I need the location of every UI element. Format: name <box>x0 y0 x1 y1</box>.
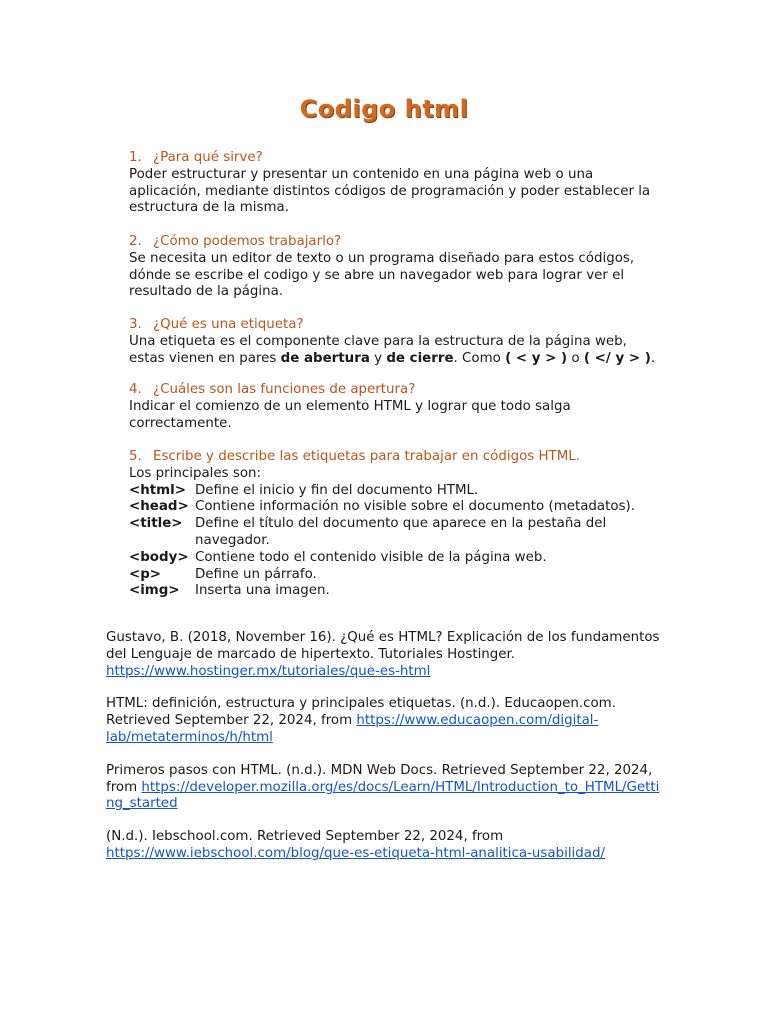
reference-item <box>106 763 666 813</box>
tag-description: Contiene todo el contenido visible de la página web. <box>195 549 547 565</box>
tag-row <box>129 550 659 567</box>
reference-text: HTML: definición, estructura y principales etiquetas. (n.d.). Educaopen.com. Retrieved September 22, 2024, from <box>106 696 616 729</box>
tag-description: Contiene información no visible sobre el documento (metadatos). <box>195 499 636 515</box>
tag-row <box>129 483 659 500</box>
tag-name: <img> <box>129 583 180 599</box>
reference-text: (N.d.). Iebschool.com. Retrieved September 22, 2024, from <box>106 829 504 845</box>
answer-text <box>129 334 659 368</box>
question-number: 1. <box>129 150 142 165</box>
tag-name: <p> <box>129 566 162 582</box>
question-heading <box>129 150 659 167</box>
tag-description: Define un párrafo. <box>195 566 317 582</box>
reference-link[interactable]: https://www.hostinger.mx/tutoriales/que-es-html <box>106 663 431 679</box>
tag-description: Define el inicio y fin del documento HTML. <box>195 482 479 498</box>
tag-description: Define el título del documento que aparece en la pestaña del navegador. <box>195 516 607 548</box>
question-text: ¿Qué es una etiqueta? <box>153 317 304 332</box>
reference-text: Gustavo, B. (2018, November 16). ¿Qué es HTML? Explicación de los fundamentos del Lenguaje de marcado de hipertexto. Tutoriales Hostinger. <box>106 630 660 662</box>
tag-name: <body> <box>129 549 189 565</box>
answer-bold: de abertura <box>280 350 370 366</box>
question-heading <box>129 382 659 399</box>
question-text: ¿Para qué sirve? <box>153 150 263 165</box>
answer-part: Una etiqueta es el componente clave para la estructura de la página web, estas vienen en pares <box>129 333 627 366</box>
answer-bold: ( < y > ) <box>505 350 568 366</box>
tag-row <box>129 516 659 550</box>
reference-item <box>106 630 666 680</box>
question-number: 2. <box>129 234 142 249</box>
reference-link[interactable]: https://developer.mozilla.org/es/docs/Learn/HTML/Introduction_to_HTML/Getting_started <box>106 779 660 812</box>
answer-text: Indicar el comienzo de un elemento HTML y lograr que todo salga correctamente. <box>129 398 571 431</box>
tag-description: Inserta una imagen. <box>195 583 330 599</box>
tag-row <box>129 567 659 584</box>
references <box>106 630 666 879</box>
question-number: 5. <box>129 449 142 464</box>
question-text: ¿Cómo podemos trabajarlo? <box>153 234 342 249</box>
tag-row <box>129 583 659 600</box>
answer-part: o <box>567 350 584 366</box>
tag-name: <head> <box>129 499 189 515</box>
tag-name: <html> <box>129 482 186 498</box>
question-block-4 <box>129 382 659 432</box>
answer-part: . Como <box>453 350 506 366</box>
question-number: 3. <box>129 317 142 332</box>
question-block-1 <box>129 150 659 217</box>
reference-link[interactable]: https://www.iebschool.com/blog/que-es-etiqueta-html-analitica-usabilidad/ <box>106 845 605 861</box>
document-title: Codigo html <box>299 95 469 123</box>
answer-bold: ( </ y > ) <box>583 350 651 366</box>
question-text: ¿Cuáles son las funciones de apertura? <box>153 382 416 397</box>
answer-text: Se necesita un editor de texto o un programa diseñado para estos códigos, dónde se escribe el codigo y se abre un navegador web para lograr ver el resultado de la página. <box>129 250 635 300</box>
reference-item <box>106 829 666 863</box>
question-number: 4. <box>129 382 142 397</box>
question-heading <box>129 449 659 466</box>
reference-text: Primeros pasos con HTML. (n.d.). MDN Web Docs. Retrieved September 22, 2024, from <box>106 762 653 795</box>
reference-link[interactable]: https://www.educaopen.com/digital-lab/metaterminos/h/html <box>106 713 599 745</box>
question-block-3 <box>129 317 659 367</box>
tag-name: <title> <box>129 516 183 532</box>
answer-text: Poder estructurar y presentar un contenido en una página web o una aplicación, mediante distintos códigos de programación y poder establecer la estructura de la misma. <box>129 166 651 216</box>
reference-item <box>106 696 666 746</box>
answer-part: . <box>650 350 656 366</box>
question-text: Escribe y describe las etiquetas para trabajar en códigos HTML. <box>153 449 581 464</box>
question-heading <box>129 317 659 334</box>
answer-part: y <box>369 350 387 366</box>
question-block-5 <box>129 449 659 600</box>
question-block-2 <box>129 234 659 301</box>
answer-bold: de cierre <box>386 350 454 366</box>
answer-intro: Los principales son: <box>129 465 262 481</box>
question-heading <box>129 234 659 251</box>
tag-row <box>129 499 659 516</box>
